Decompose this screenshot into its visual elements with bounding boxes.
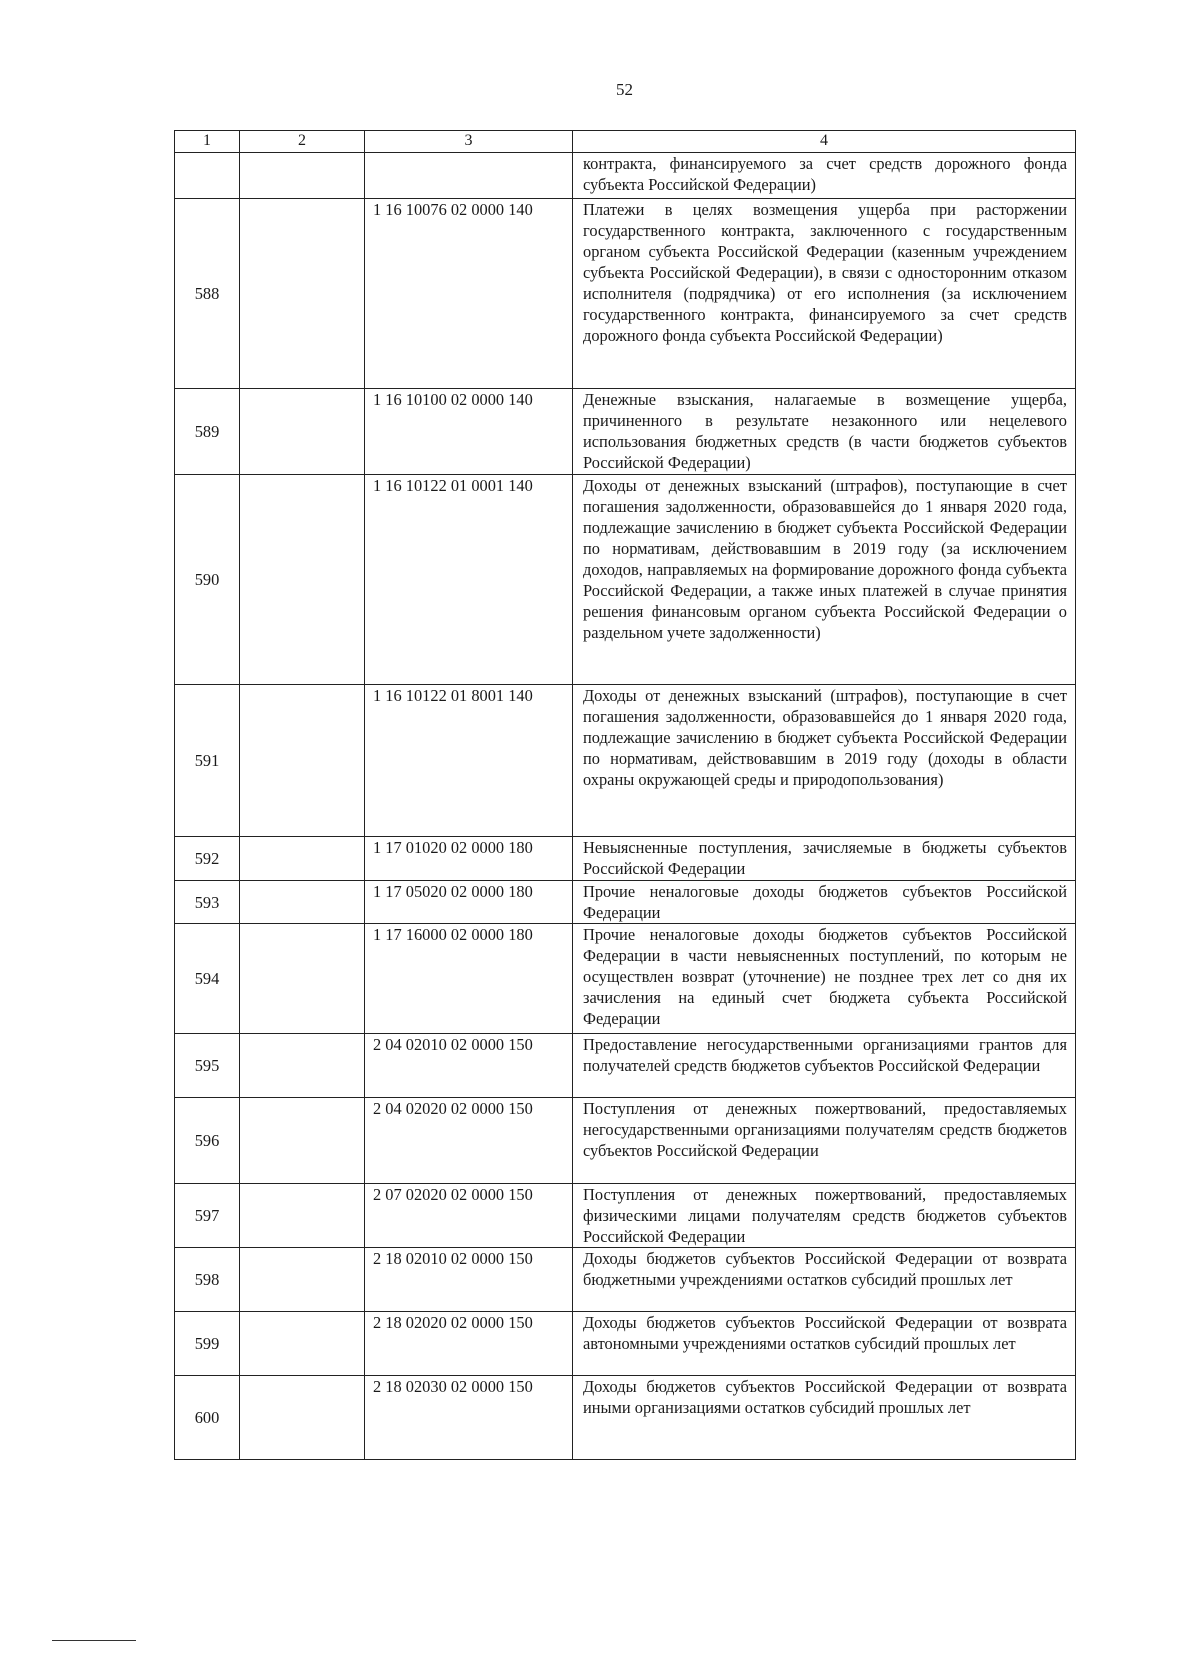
row-empty-cell: [240, 1376, 365, 1460]
row-budget-code: 1 16 10122 01 0001 140: [365, 475, 573, 685]
header-col-4: 4: [573, 131, 1076, 153]
table-row: [175, 685, 1076, 837]
page-number: 52: [616, 80, 633, 99]
row-number: [175, 153, 240, 199]
table-row: [175, 1034, 1076, 1098]
row-number: 591: [175, 685, 240, 837]
row-description: Денежные взыскания, налагаемые в возмещение ущерба, причиненного в результате незаконного или нецелевого использования бюджетных средств (в части бюджетов субъектов Российской Федерации): [573, 389, 1076, 475]
row-empty-cell: [240, 1312, 365, 1376]
table-row: [175, 199, 1076, 389]
header-col-1: 1: [175, 131, 240, 153]
row-budget-code: 1 16 10076 02 0000 140: [365, 199, 573, 389]
table-row: [175, 475, 1076, 685]
row-number: 596: [175, 1098, 240, 1184]
row-description: Предоставление негосударственными организациями грантов для получателей средств бюджетов субъектов Российской Федерации: [573, 1034, 1076, 1098]
row-budget-code: 1 17 01020 02 0000 180: [365, 837, 573, 881]
row-budget-code: 2 18 02010 02 0000 150: [365, 1248, 573, 1312]
row-budget-code: 1 17 05020 02 0000 180: [365, 881, 573, 924]
row-budget-code: 2 07 02020 02 0000 150: [365, 1184, 573, 1248]
row-empty-cell: [240, 837, 365, 881]
header-row: [175, 131, 1076, 153]
row-budget-code: 1 16 10122 01 8001 140: [365, 685, 573, 837]
row-number: 589: [175, 389, 240, 475]
header-col-3: 3: [365, 131, 573, 153]
revenue-codes-table: [174, 130, 1076, 1460]
row-empty-cell: [240, 389, 365, 475]
row-number: 593: [175, 881, 240, 924]
row-number: 592: [175, 837, 240, 881]
table-row: [175, 1098, 1076, 1184]
table-row: [175, 1376, 1076, 1460]
table-row: [175, 153, 1076, 199]
table-row: [175, 389, 1076, 475]
row-empty-cell: [240, 153, 365, 199]
row-empty-cell: [240, 1034, 365, 1098]
table-row: [175, 881, 1076, 924]
row-description: Доходы бюджетов субъектов Российской Федерации от возврата автономными учреждениями остатков субсидий прошлых лет: [573, 1312, 1076, 1376]
row-number: 600: [175, 1376, 240, 1460]
footer-rule: [52, 1640, 136, 1641]
row-number: 590: [175, 475, 240, 685]
row-description: Невыясненные поступления, зачисляемые в бюджеты субъектов Российской Федерации: [573, 837, 1076, 881]
row-empty-cell: [240, 881, 365, 924]
row-description: Доходы бюджетов субъектов Российской Федерации от возврата иными организациями остатков субсидий прошлых лет: [573, 1376, 1076, 1460]
row-description: контракта, финансируемого за счет средств дорожного фонда субъекта Российской Федерации): [573, 153, 1076, 199]
row-empty-cell: [240, 475, 365, 685]
table-row: [175, 1184, 1076, 1248]
row-description: Доходы бюджетов субъектов Российской Федерации от возврата бюджетными учреждениями остатков субсидий прошлых лет: [573, 1248, 1076, 1312]
row-empty-cell: [240, 1098, 365, 1184]
row-description: Платежи в целях возмещения ущерба при расторжении государственного контракта, заключенного с государственным органом субъекта Российской Федерации (казенным учреждением субъекта Российской Федерации), в связи с односторонним отказом исполнителя (подрядчика) от его исполнения (за исключением государственного контракта, финансируемого за счет средств дорожного фонда субъекта Российской Федерации): [573, 199, 1076, 389]
row-budget-code: 1 17 16000 02 0000 180: [365, 924, 573, 1034]
row-empty-cell: [240, 1184, 365, 1248]
row-empty-cell: [240, 924, 365, 1034]
row-number: 595: [175, 1034, 240, 1098]
table-body: [175, 153, 1076, 1460]
row-number: 598: [175, 1248, 240, 1312]
row-budget-code: 2 18 02030 02 0000 150: [365, 1376, 573, 1460]
row-budget-code: 2 04 02020 02 0000 150: [365, 1098, 573, 1184]
row-description: Поступления от денежных пожертвований, предоставляемых негосударственными организациями получателям средств бюджетов субъектов Российской Федерации: [573, 1098, 1076, 1184]
row-budget-code: [365, 153, 573, 199]
row-budget-code: 2 04 02010 02 0000 150: [365, 1034, 573, 1098]
row-description: Прочие неналоговые доходы бюджетов субъектов Российской Федерации в части невыясненных поступлений, по которым не осуществлен возврат (уточнение) не позднее трех лет со дня их зачисления на единый счет бюджета субъекта Российской Федерации: [573, 924, 1076, 1034]
row-empty-cell: [240, 199, 365, 389]
row-budget-code: 2 18 02020 02 0000 150: [365, 1312, 573, 1376]
row-number: 599: [175, 1312, 240, 1376]
row-number: 588: [175, 199, 240, 389]
row-number: 594: [175, 924, 240, 1034]
table-row: [175, 924, 1076, 1034]
table-row: [175, 1312, 1076, 1376]
row-description: Доходы от денежных взысканий (штрафов), поступающие в счет погашения задолженности, образовавшейся до 1 января 2020 года, подлежащие зачислению в бюджет субъекта Российской Федерации по нормативам, действовавшим в 2019 году (доходы в области охраны окружающей среды и природопользования): [573, 685, 1076, 837]
row-budget-code: 1 16 10100 02 0000 140: [365, 389, 573, 475]
table-row: [175, 1248, 1076, 1312]
row-description: Поступления от денежных пожертвований, предоставляемых физическими лицами получателям средств бюджетов субъектов Российской Федерации: [573, 1184, 1076, 1248]
row-empty-cell: [240, 1248, 365, 1312]
row-description: Прочие неналоговые доходы бюджетов субъектов Российской Федерации: [573, 881, 1076, 924]
row-number: 597: [175, 1184, 240, 1248]
header-col-2: 2: [240, 131, 365, 153]
row-description: Доходы от денежных взысканий (штрафов), поступающие в счет погашения задолженности, образовавшейся до 1 января 2020 года, подлежащие зачислению в бюджет субъекта Российской Федерации по нормативам, действовавшим в 2019 году (за исключением доходов, направляемых на формирование дорожного фонда субъекта Российской Федерации, а также иных платежей в случае принятия решения финансовым органом субъекта Российской Федерации о раздельном учете задолженности): [573, 475, 1076, 685]
row-empty-cell: [240, 685, 365, 837]
table-row: [175, 837, 1076, 881]
